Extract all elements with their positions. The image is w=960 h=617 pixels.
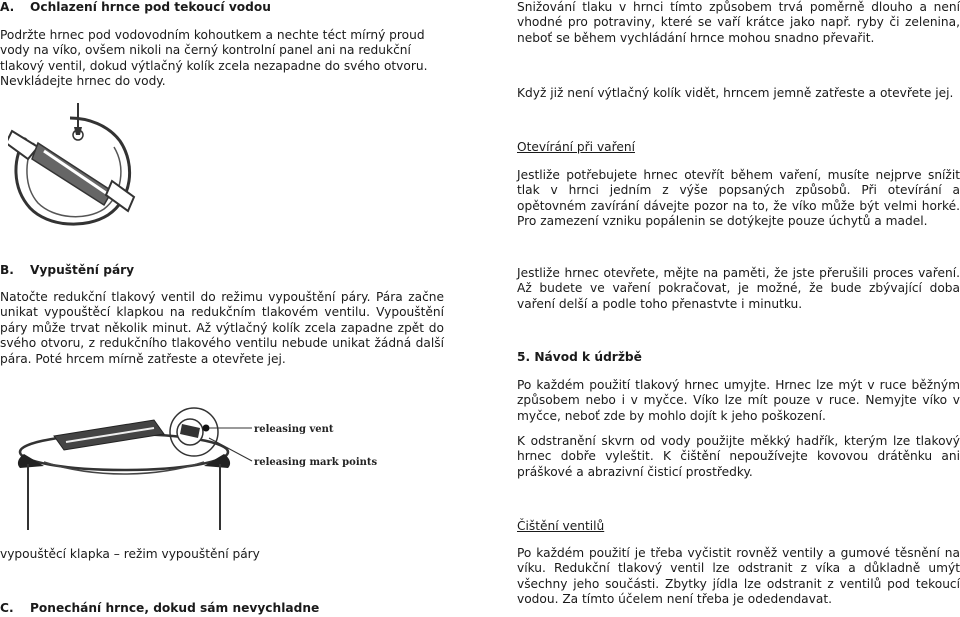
section-a-heading	[0, 0, 450, 15]
section-a-title: Ochlazení hrnce pod tekoucí vodou	[30, 0, 271, 14]
cooling-time-paragraph: Snižování tlaku v hrnci tímto způsobem trvá poměrně dlouho a není vhodné pro potraviny, které se vaří krátce jako např. ryby či zelenina, neboť se během vychládání hrnce mohou snadno převařit.	[517, 0, 960, 45]
section-b-body: Natočte redukční tlakový ventil do režimu vypouštění páry. Pára začne unikat vypouštěcí klapkou na redukčním tlakovém ventilu. Vypouštění páry může trvat několik minut. Až výtlačný kolík zcela zapadne zpět do svého otvoru, z redukčního tlakového ventilu nebude unikat žádná další pára. Poté hrcem mírně zatřeste a otevřete jej.	[0, 290, 444, 366]
opening-body: Jestliže potřebujete hrnec otevřít během vaření, musíte nejprve snížit tlak v hrnci jedním z výše popsaných způsobů. Při otevírání a opětovném zavírání dávejte pozor na to, že víko může být velmi horké. Pro zamezení vzniku popálenin se dotýkejte pouze úchytů a madel.	[517, 168, 960, 229]
interruption-paragraph: Jestliže hrnec otevřete, mějte na paměti, že jste přerušili proces vaření. Až budete ve vaření pokračovat, je možné, že bude zbývající doba vaření delší a podle toho přenastvte i minutku.	[517, 266, 960, 311]
section-c-title: Ponechání hrnce, dokud sám nevychladne	[30, 601, 320, 615]
pressure-cooker-diagram	[14, 398, 386, 530]
section-c-number: C.	[0, 601, 14, 615]
section-a-body: Podržte hrnec pod vodovodním kohoutkem a nechte téct mírný proud vody na víko, ovšem nikoli na černý kontrolní panel ani na redukční tlakový ventil, dokud výtlačný kolík zcela nezapadne do svého otvoru. Nevkládejte hrnec do vody.	[0, 28, 428, 89]
lid-diagram-illustration	[8, 103, 138, 233]
valves-body: Po každém použití je třeba vyčistit rovněž ventily a gumové těsnění na víku. Redukční tlakový ventil lze odstranit z víka a důkladně umýt všechny jeho součásti. Zbytky jídla lze odstranit z ventilů pod tekoucí vodou. Za tímto účelem není třeba je odedendavat.	[517, 546, 960, 607]
maintenance-washing-paragraph: Po každém použití tlakový hrnec umyjte. Hrnec lze mýt v ruce běžným způsobem nebo i v myčce. Víko lze mít pouze v ruce. Nemyjte víko v myčce, neboť zde by mohlo dojít k jeho poškození.	[517, 378, 960, 423]
section-b-title: Vypuštění páry	[30, 263, 135, 277]
releasing-mark-points-label: releasing mark points	[254, 457, 378, 468]
section-a-number: A.	[0, 0, 15, 14]
maintenance-heading: 5. Návod k údržbě	[517, 350, 642, 364]
section-b-heading	[0, 263, 450, 278]
figure-caption: vypouštěcí klapka – režim vypouštění páry	[0, 547, 260, 561]
section-c-heading	[0, 601, 450, 616]
releasing-vent-label: releasing vent	[254, 424, 334, 435]
opening-heading: Otevírání při vaření	[517, 140, 635, 154]
maintenance-polish-paragraph: K odstranění skvrn od vody použijte měkký hadřík, kterým lze tlakový hrnec dobře vyleštit. K čištění nepoužívejte kovovou drátěnku ani práškové a abrazivní čisticí prostředky.	[517, 434, 960, 479]
gentle-shake-paragraph: Když již není výtlačný kolík vidět, hrncem jemně zatřeste a otevřete jej.	[517, 86, 954, 100]
section-b-number: B.	[0, 263, 14, 277]
valves-heading: Čištění ventilů	[517, 519, 605, 533]
